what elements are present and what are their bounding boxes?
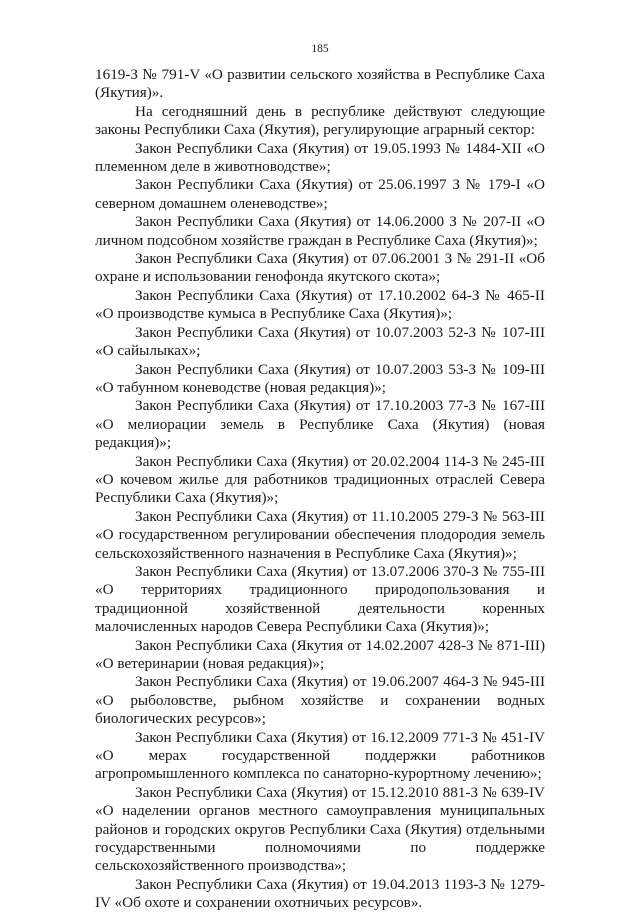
law-item: Закон Республики Саха (Якутия) от 13.07.2006 370-З № 755-III «О территориях традиционного природопользования и традиционной хозяйственной деятельности коренных малочисленных народов Севера Республики Саха (Якутия)»; [95, 562, 545, 636]
law-item: Закон Республики Саха (Якутия) от 17.10.2002 64-З № 465-II «О производстве кумыса в Республике Саха (Якутия)»; [95, 286, 545, 323]
law-item: Закон Республики Саха (Якутия) от 16.12.2009 771-З № 451-IV «О мерах государственной поддержки работников агропромышленного комплекса по санаторно-курортному лечению»; [95, 728, 545, 783]
law-item: Закон Республики Саха (Якутия) от 19.04.2013 1193-З № 1279-IV «Об охоте и сохранении охотничьих ресурсов». [95, 875, 545, 912]
paragraph-continuation: 1619-З № 791-V «О развитии сельского хозяйства в Республике Саха (Якутия)». [95, 66, 545, 102]
law-item: Закон Республики Саха (Якутия) от 14.06.2000 З № 207-II «О личном подсобном хозяйстве граждан в Республике Саха (Якутия)»; [95, 213, 545, 249]
law-item: Закон Республики Саха (Якутия) от 19.06.2007 464-З № 945-III «О рыболовстве, рыбном хозяйстве и сохранении водных биологических ресурсов»; [95, 673, 545, 728]
page-number: 185 [311, 43, 329, 55]
paragraph-intro: На сегодняшний день в республике действуют следующие законы Республики Саха (Якутия), регулирующие аграрный сектор: [95, 102, 545, 139]
page-body [95, 66, 545, 913]
law-item: Закон Республики Саха (Якутия) от 17.10.2003 77-З № 167-III «О мелиорации земель в Республике Саха (Якутия) (новая редакция)»; [95, 397, 545, 452]
law-item: Закон Республики Саха (Якутия) от 15.12.2010 881-З № 639-IV «О наделении органов местного самоуправления муниципальных районов и городских округов Республики Саха (Якутия) отдельными государственными полномочиями по поддержке сельскохозяйственного производства»; [95, 783, 545, 875]
law-item: Закон Республики Саха (Якутия) от 10.07.2003 52-З № 107-III «О сайылыках»; [95, 323, 545, 360]
law-item: Закон Республики Саха (Якутия) от 11.10.2005 279-З № 563-III «О государственном регулировании обеспечения плодородия земель сельскохозяйственного назначения в Республике Саха (Якутия)»; [95, 507, 545, 562]
law-item: Закон Республики Саха (Якутия) от 20.02.2004 114-З № 245-III «О кочевом жилье для работников традиционных отраслей Севера Республики Саха (Якутия)»; [95, 452, 545, 507]
law-item: Закон Республики Саха (Якутия) от 19.05.1993 № 1484-XII «О племенном деле в животноводстве»; [95, 139, 545, 176]
law-item: Закон Республики Саха (Якутия от 14.02.2007 428-З № 871-III) «О ветеринарии (новая редакция)»; [95, 636, 545, 672]
law-item: Закон Республики Саха (Якутия) от 25.06.1997 З № 179-I «О северном домашнем оленеводстве»; [95, 176, 545, 212]
law-item: Закон Республики Саха (Якутия) от 10.07.2003 53-З № 109-III «О табунном коневодстве (новая редакция)»; [95, 360, 545, 396]
law-item: Закон Республики Саха (Якутия) от 07.06.2001 З № 291-II «Об охране и использовании генофонда якутского скота»; [95, 250, 545, 286]
